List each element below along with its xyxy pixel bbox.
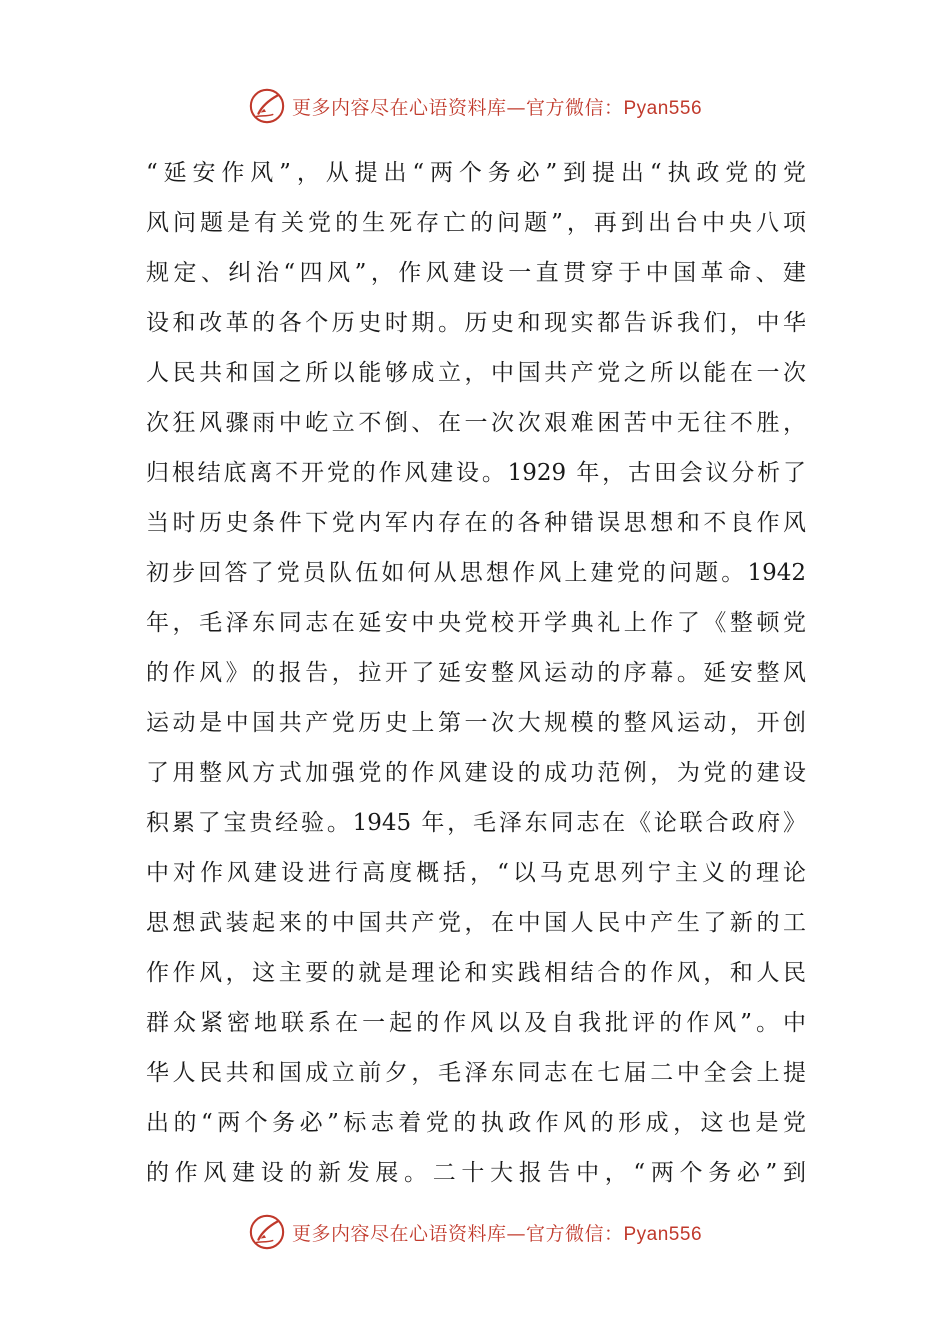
- body-text: 出的“两个务必”标志着党的执政作风的形成，这也是党: [146, 1110, 806, 1136]
- body-text-line: [146, 448, 806, 498]
- body-text-line: [146, 348, 806, 398]
- body-text-line: [146, 148, 806, 198]
- pen-logo-icon: [248, 87, 286, 125]
- body-text-line: [146, 698, 806, 748]
- body-text: 积累了宝贵经验。1945 年，毛泽东同志在《论联合政府》: [146, 810, 806, 836]
- header-watermark: [0, 84, 950, 128]
- body-text: “延安作风”，从提出“两个务必”到提出“执政党的党: [146, 160, 806, 186]
- body-text: 初步回答了党员队伍如何从思想作风上建党的问题。1942: [146, 560, 806, 586]
- body-text-line: [146, 1098, 806, 1148]
- body-text-line: [146, 1148, 806, 1198]
- body-text: 的作风》的报告，拉开了延安整风运动的序幕。延安整风: [146, 660, 806, 686]
- document-body: [146, 148, 806, 1198]
- body-text: 了用整风方式加强党的作风建设的成功范例，为党的建设: [146, 760, 806, 786]
- body-text-line: [146, 498, 806, 548]
- body-text: 中对作风建设进行高度概括，“以马克思列宁主义的理论: [146, 860, 806, 886]
- watermark-text: [292, 1219, 702, 1246]
- footer-watermark: [0, 1210, 950, 1254]
- body-text: 人民共和国之所以能够成立，中国共产党之所以能在一次: [146, 360, 806, 386]
- body-text-line: [146, 898, 806, 948]
- body-text: 当时历史条件下党内军内存在的各种错误思想和不良作风: [146, 510, 806, 536]
- watermark-label: 更多内容尽在心语资料库—官方微信：: [291, 1222, 624, 1245]
- body-text: 的作风建设的新发展。二十大报告中，“两个务必”到: [146, 1160, 806, 1186]
- body-text-line: [146, 548, 806, 598]
- body-text: 设和改革的各个历史时期。历史和现实都告诉我们，中华: [146, 310, 806, 336]
- pen-logo-icon: [248, 1213, 286, 1251]
- body-text: 归根结底离不开党的作风建设。1929 年，古田会议分析了: [146, 460, 806, 486]
- body-text: 运动是中国共产党历史上第一次大规模的整风运动，开创: [146, 710, 806, 736]
- body-text: 次狂风骤雨中屹立不倒、在一次次艰难困苦中无往不胜，: [146, 410, 806, 436]
- watermark-wechat-id: Pyan556: [623, 97, 703, 119]
- body-text-line: [146, 598, 806, 648]
- body-text-line: [146, 398, 806, 448]
- body-text-line: [146, 848, 806, 898]
- body-text: 风问题是有关党的生死存亡的问题”，再到出台中央八项: [146, 210, 806, 236]
- body-text: 华人民共和国成立前夕，毛泽东同志在七届二中全会上提: [146, 1060, 806, 1086]
- body-text-line: [146, 948, 806, 998]
- watermark-text: [292, 93, 702, 120]
- body-text-line: [146, 998, 806, 1048]
- watermark-label: 更多内容尽在心语资料库—官方微信：: [291, 96, 624, 119]
- body-text-line: [146, 748, 806, 798]
- body-text-line: [146, 298, 806, 348]
- body-text-line: [146, 248, 806, 298]
- body-text: 作作风，这主要的就是理论和实践相结合的作风，和人民: [146, 960, 806, 986]
- body-text-line: [146, 648, 806, 698]
- body-text-line: [146, 198, 806, 248]
- body-text: 思想武装起来的中国共产党，在中国人民中产生了新的工: [146, 910, 806, 936]
- body-text: 规定、纠治“四风”，作风建设一直贯穿于中国革命、建: [146, 260, 806, 286]
- watermark-wechat-id: Pyan556: [623, 1223, 703, 1245]
- body-text: 群众紧密地联系在一起的作风以及自我批评的作风”。中: [146, 1010, 806, 1036]
- body-text-line: [146, 1048, 806, 1098]
- body-text-line: [146, 798, 806, 848]
- body-text: 年，毛泽东同志在延安中央党校开学典礼上作了《整顿党: [146, 610, 806, 636]
